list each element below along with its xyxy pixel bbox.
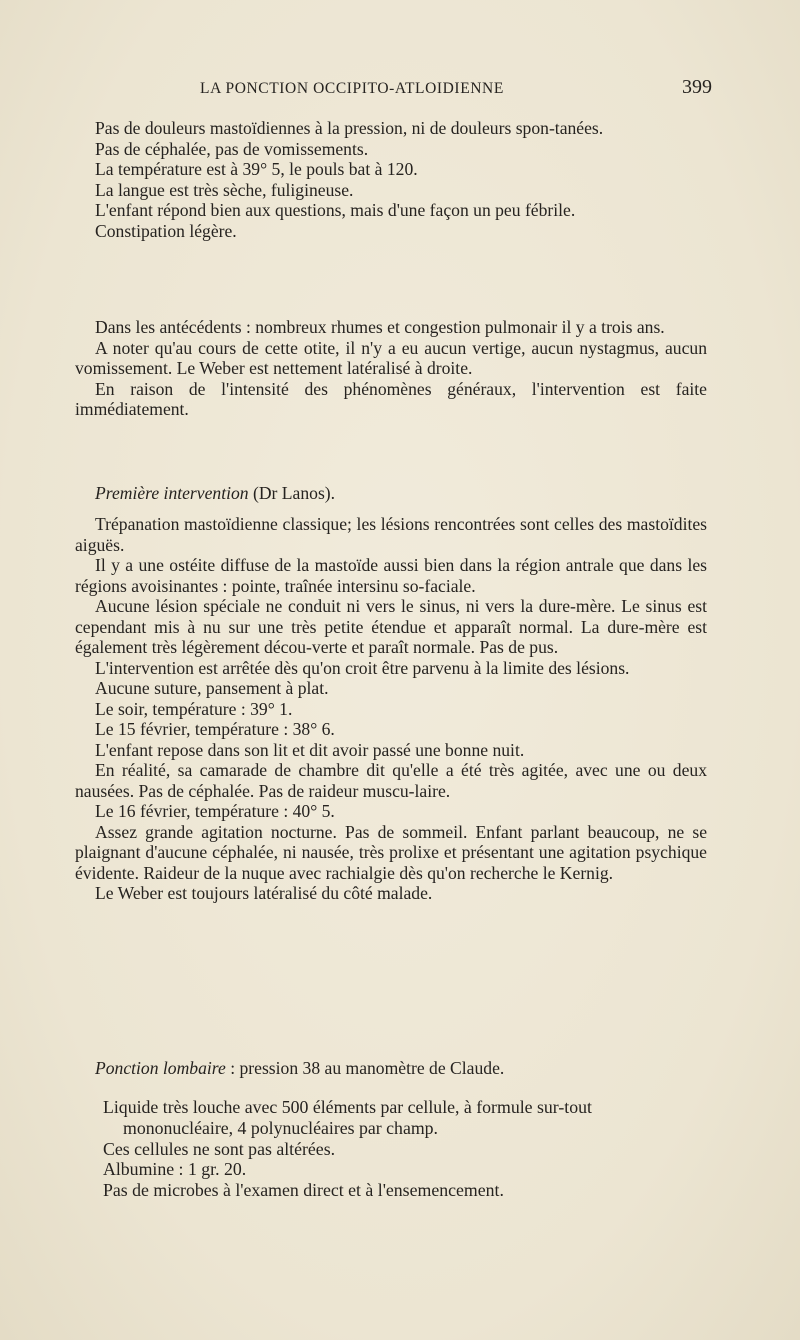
paragraph-block-intervention xyxy=(75,514,707,904)
section-heading-first-intervention xyxy=(75,483,707,504)
paragraph: En réalité, sa camarade de chambre dit qu'elle a été très agitée, avec une ou deux nausées. Pas de céphalée. Pas de raideur muscu-laire. xyxy=(75,760,707,801)
paragraph: Trépanation mastoïdienne classique; les lésions rencontrées sont celles des mastoïdites aiguës. xyxy=(75,514,707,555)
paragraph-block-lab-results xyxy=(103,1097,703,1201)
paragraph: Assez grande agitation nocturne. Pas de sommeil. Enfant parlant beaucoup, ne se plaignant d'aucune céphalée, ni nausée, très prolixe et présentant une agitation psychique évidente. Raideur de la nuque avec rachialgie dès qu'on recherche le Kernig. xyxy=(75,821,707,883)
heading-label: Ponction lombaire xyxy=(95,1058,226,1078)
paragraph: Ces cellules ne sont pas altérées. xyxy=(103,1138,336,1159)
paragraph: Constipation légère. xyxy=(95,220,237,241)
paragraph: Pas de céphalée, pas de vomissements. xyxy=(95,138,369,159)
heading-label: Première intervention xyxy=(95,483,249,503)
paragraph-block-symptoms xyxy=(75,118,707,241)
page-header xyxy=(200,76,712,100)
paragraph: En raison de l'intensité des phénomènes généraux, l'intervention est faite immédiatement. xyxy=(75,378,707,419)
paragraph: A noter qu'au cours de cette otite, il n'y a eu aucun vertige, aucun nystagmus, aucun vomissement. Le Weber est nettement latéralisé à droite. xyxy=(75,337,707,378)
paragraph: La langue est très sèche, fuligineuse. xyxy=(95,179,354,200)
paragraph: Il y a une ostéite diffuse de la mastoïde aussi bien dans la région antrale que dans les régions avoisinantes : pointe, traînée intersinu so-faciale. xyxy=(75,555,707,596)
heading-rest: (Dr Lanos). xyxy=(248,483,336,503)
paragraph: Le 15 février, température : 38° 6. xyxy=(95,719,335,739)
paragraph: L'enfant répond bien aux questions, mais d'une façon un peu fébrile. xyxy=(95,200,576,220)
paragraph: Aucune suture, pansement à plat. xyxy=(95,678,329,698)
paragraph: Le 16 février, température : 40° 5. xyxy=(95,801,335,821)
paragraph: La température est à 39° 5, le pouls bat à 120. xyxy=(95,159,418,179)
paragraph: Albumine : 1 gr. 20. xyxy=(103,1159,247,1180)
paragraph: Le Weber est toujours latéralisé du côté malade. xyxy=(95,883,433,903)
page-number: 399 xyxy=(682,76,712,98)
paragraph-block-history xyxy=(75,317,707,420)
paragraph: Dans les antécédents : nombreux rhumes et congestion pulmonair il y a trois ans. xyxy=(95,317,665,337)
heading-rest: : pression 38 au manomètre de Claude. xyxy=(225,1058,505,1078)
paragraph: Pas de microbes à l'examen direct et à l'ensemencement. xyxy=(103,1180,504,1201)
paragraph: L'intervention est arrêtée dès qu'on croit être parvenu à la limite des lésions. xyxy=(95,657,630,678)
running-title: LA PONCTION OCCIPITO-ATLOIDIENNE xyxy=(200,80,504,97)
paragraph: Pas de douleurs mastoïdiennes à la pression, ni de douleurs spon-tanées. xyxy=(95,118,604,138)
paragraph: Aucune lésion spéciale ne conduit ni vers le sinus, ni vers la dure-mère. Le sinus est cependant mis à nu sur une très petite étendue et apparaît normal. La dure-mère est également très légèrement décou-verte et paraît normale. Pas de pus. xyxy=(75,596,707,657)
paragraph: Le soir, température : 39° 1. xyxy=(95,698,293,719)
section-heading-lumbar-puncture xyxy=(75,1058,707,1079)
paragraph: Liquide très louche avec 500 éléments par cellule, à formule sur-tout mononucléaire, 4 polynucléaires par champ. xyxy=(103,1097,592,1138)
paragraph: L'enfant repose dans son lit et dit avoir passé une bonne nuit. xyxy=(95,739,525,760)
